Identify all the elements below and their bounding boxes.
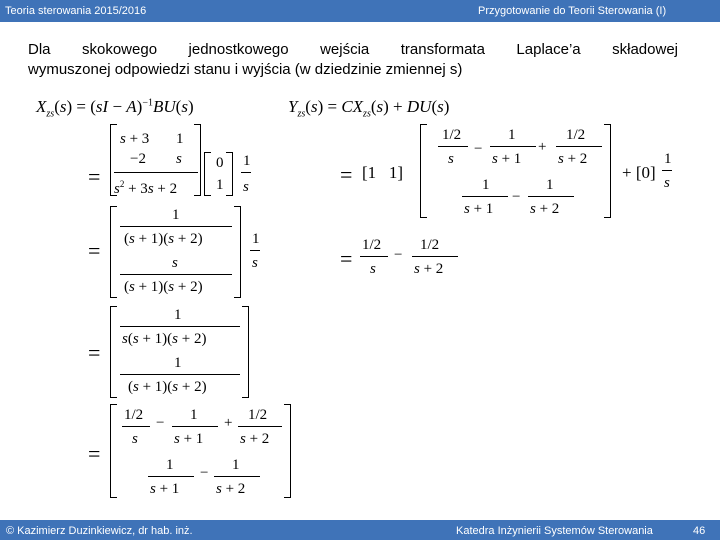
intro-line-1: Dla skokowego jednostkowego wejścia transformata Laplace’a składowej xyxy=(28,41,678,58)
equals-sign-2: = xyxy=(88,238,101,263)
intro-line-2: wymuszonej odpowiedzi stanu i wyjścia (w dziedzinie zmiennej s) xyxy=(28,61,463,78)
left-bracket-5 xyxy=(420,124,427,218)
yzs-definition: $Y_{zs}(s) = CX_{zs}(s) + DU(s)$ xyxy=(288,97,450,120)
equals-sign-1: = xyxy=(88,164,101,189)
equals-sign-4: = xyxy=(88,441,101,466)
course-title: Teoria sterowania 2015/2016 xyxy=(5,5,147,17)
xzs-definition: $X_{zs}(s) = (sI - A)^{-1}BU(s)$ xyxy=(36,97,194,120)
intro-text xyxy=(28,40,678,80)
equals-sign-6: = xyxy=(340,246,353,271)
left-bracket-3 xyxy=(110,306,117,398)
equals-sign-3: = xyxy=(88,340,101,365)
slide-footer xyxy=(0,520,720,540)
right-bracket-5 xyxy=(604,124,611,218)
fraction-bar-1 xyxy=(114,172,198,173)
department: Katedra Inżynierii Systemów Sterowania xyxy=(456,525,653,537)
slide-header xyxy=(0,0,720,22)
equals-sign-5: = xyxy=(340,162,353,187)
section-title: Przygotowanie do Teorii Sterowania (I) xyxy=(478,5,667,17)
author: © Kazimierz Duzinkiewicz, dr hab. inż. xyxy=(6,525,193,537)
right-bracket-1 xyxy=(194,124,201,196)
right-bracket-2 xyxy=(234,206,241,298)
left-bracket-2 xyxy=(110,206,117,298)
vector-right-bracket xyxy=(226,152,233,196)
page-number: 46 xyxy=(693,525,706,537)
right-bracket-4 xyxy=(284,404,291,498)
right-bracket-3 xyxy=(242,306,249,398)
vector-left-bracket xyxy=(204,152,211,196)
left-bracket-4 xyxy=(110,404,117,498)
